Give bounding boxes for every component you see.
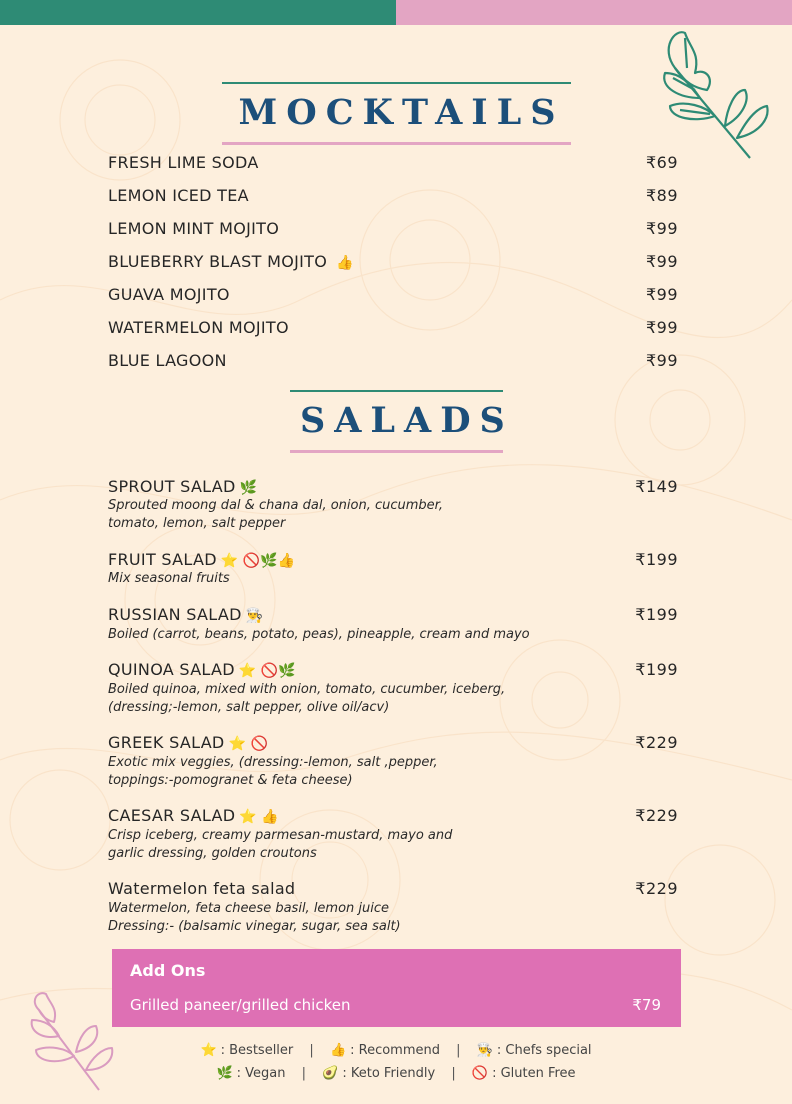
star-icon: ⭐ — [200, 1043, 217, 1058]
menu-item — [108, 879, 678, 898]
menu-item — [108, 477, 678, 496]
item-name: GUAVA MOJITO — [108, 285, 230, 304]
mocktails-heading-box — [222, 82, 571, 145]
item-name: SPROUT SALAD — [108, 477, 236, 496]
item-name: LEMON MINT MOJITO — [108, 219, 280, 238]
addons-item: Grilled paneer/grilled chicken — [130, 996, 351, 1014]
item-price: ₹199 — [635, 550, 678, 569]
legend-separator: | — [456, 1043, 461, 1058]
addons-price: ₹79 — [632, 996, 661, 1014]
item-description — [108, 754, 578, 790]
item-price: ₹149 — [635, 477, 678, 496]
avocado-icon: 🥑 — [322, 1066, 339, 1081]
item-name: RUSSIAN SALAD — [108, 605, 242, 624]
legend-row-1 — [0, 1043, 792, 1058]
mocktails-heading: MOCKTAILS — [238, 92, 565, 133]
item-name: BLUE LAGOON — [108, 351, 227, 370]
item-price: ₹99 — [645, 351, 678, 370]
legend-separator: | — [301, 1066, 307, 1081]
item-description — [108, 570, 578, 588]
item-price: ₹229 — [635, 733, 678, 752]
leaf-illustration-top-right — [655, 28, 775, 163]
desc-line: tomato, lemon, salt pepper — [108, 516, 286, 531]
menu-item — [108, 351, 678, 370]
legend-row-2 — [0, 1066, 792, 1081]
gluten-free-icon: 🚫 — [471, 1066, 489, 1081]
top-bar-teal — [0, 0, 396, 25]
legend-recommend: : Recommend — [350, 1043, 441, 1058]
menu-item — [108, 186, 678, 205]
addons-title: Add Ons — [130, 961, 206, 980]
desc-line: garlic dressing, golden croutons — [108, 846, 317, 861]
salads-heading-box — [290, 390, 514, 453]
item-price: ₹99 — [645, 219, 678, 238]
dietary-icons: 🌿 — [239, 480, 258, 496]
item-description — [108, 497, 578, 533]
menu-item — [108, 153, 678, 172]
item-name-wrap — [108, 252, 354, 271]
desc-line: Sprouted moong dal & chana dal, onion, cucumber, — [108, 498, 443, 513]
desc-line: Watermelon, feta cheese basil, lemon juice — [108, 901, 390, 916]
desc-line: Boiled quinoa, mixed with onion, tomato, cucumber, iceberg, — [108, 682, 506, 697]
legend-separator: | — [451, 1066, 456, 1081]
item-name: LEMON ICED TEA — [108, 186, 249, 205]
legend-separator: | — [309, 1043, 314, 1058]
legend-bestseller: : Bestseller — [220, 1043, 294, 1058]
desc-line: Mix seasonal fruits — [108, 571, 230, 586]
dietary-icons: ⭐ 🚫 — [228, 736, 268, 752]
item-name: BLUEBERRY BLAST MOJITO — [108, 252, 328, 271]
legend-gluten-free: : Gluten Free — [492, 1066, 576, 1081]
leaf-icon: 🌿 — [216, 1066, 233, 1081]
item-description — [108, 900, 578, 936]
heading-rule-bottom — [222, 142, 571, 145]
item-price: ₹69 — [645, 153, 678, 172]
item-price: ₹199 — [635, 605, 678, 624]
recommend-icon: 👍 — [336, 255, 354, 271]
item-price: ₹199 — [635, 660, 678, 679]
heading-rule-bottom — [290, 450, 503, 453]
desc-line: toppings:-pomogranet & feta cheese) — [108, 773, 353, 788]
item-name: Watermelon feta salad — [108, 879, 296, 898]
menu-item — [108, 806, 678, 825]
dietary-icons: ⭐ 👍 — [239, 809, 279, 825]
menu-item — [108, 252, 678, 271]
addons-box — [112, 949, 681, 1027]
item-name: CAESAR SALAD — [108, 806, 236, 825]
legend-keto: : Keto Friendly — [342, 1066, 436, 1081]
item-price: ₹89 — [645, 186, 678, 205]
item-price: ₹99 — [645, 318, 678, 337]
thumbs-up-icon: 👍 — [329, 1043, 347, 1058]
menu-item — [108, 605, 678, 624]
salads-heading: SALADS — [300, 400, 514, 441]
item-description — [108, 681, 578, 717]
desc-line: Boiled (carrot, beans, potato, peas), pineapple, cream and mayo — [108, 627, 530, 642]
dietary-icons: ⭐ 🚫🌿👍 — [220, 553, 296, 569]
menu-item — [108, 733, 678, 752]
desc-line: Crisp iceberg, creamy parmesan-mustard, mayo and — [108, 828, 453, 843]
item-name: FRESH LIME SODA — [108, 153, 259, 172]
item-description — [108, 626, 608, 644]
chef-hat-icon: 👨‍🍳 — [245, 608, 264, 624]
item-name: WATERMELON MOJITO — [108, 318, 289, 337]
legend-vegan: : Vegan — [236, 1066, 286, 1081]
menu-item — [108, 285, 678, 304]
desc-line: Dressing:- (balsamic vinegar, sugar, sea salt) — [108, 919, 401, 934]
item-price: ₹99 — [645, 252, 678, 271]
item-name: FRUIT SALAD — [108, 550, 217, 569]
chef-hat-icon: 👨‍🍳 — [476, 1043, 493, 1058]
item-name: GREEK SALAD — [108, 733, 225, 752]
menu-item — [108, 318, 678, 337]
dietary-icons: ⭐ 🚫🌿 — [238, 663, 296, 679]
item-price: ₹229 — [635, 879, 678, 898]
item-name: QUINOA SALAD — [108, 660, 235, 679]
legend-chefs-special: : Chefs special — [496, 1043, 592, 1058]
top-bar-pink — [396, 0, 792, 25]
desc-line: Exotic mix veggies, (dressing:-lemon, salt ,pepper, — [108, 755, 438, 770]
menu-item — [108, 550, 678, 569]
item-price: ₹229 — [635, 806, 678, 825]
desc-line: (dressing;-lemon, salt pepper, olive oil/acv) — [108, 700, 390, 715]
menu-item — [108, 219, 678, 238]
item-price: ₹99 — [645, 285, 678, 304]
item-description — [108, 827, 578, 863]
menu-item — [108, 660, 678, 679]
